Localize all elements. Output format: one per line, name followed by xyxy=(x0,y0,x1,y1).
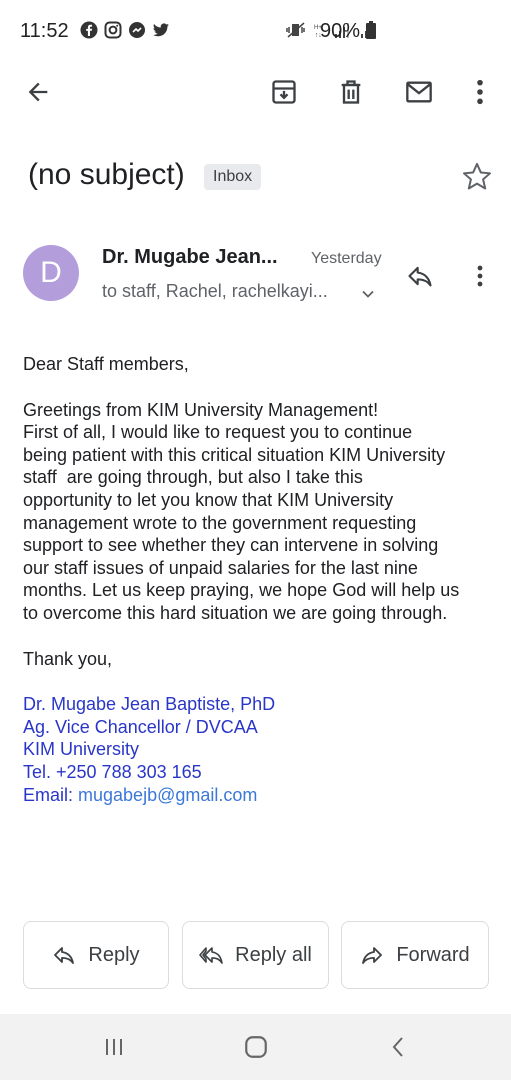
avatar[interactable]: D xyxy=(23,245,79,301)
more-vert-icon xyxy=(468,262,492,290)
forward-label: Forward xyxy=(396,943,470,966)
home-icon xyxy=(243,1034,269,1060)
facebook-icon xyxy=(80,21,98,39)
signature-name: Dr. Mugabe Jean Baptiste, PhD xyxy=(23,694,276,715)
body-line: to overcome this hard situation we are going through. xyxy=(23,602,448,623)
forward-icon xyxy=(360,943,384,967)
body-line: First of all, I would like to request you to continue xyxy=(23,422,413,443)
mute-vibrate-icon xyxy=(286,21,306,39)
home-button[interactable] xyxy=(241,1032,271,1062)
closing: Thank you, xyxy=(23,648,113,669)
trash-icon xyxy=(337,78,365,106)
reply-icon xyxy=(406,262,434,290)
battery-icon xyxy=(366,23,376,39)
body-line: support to see whether they can intervene in solving xyxy=(23,535,439,556)
system-navigation-bar xyxy=(0,1014,511,1080)
status-time: 11:52 xyxy=(20,20,69,42)
reply-label: Reply xyxy=(88,943,140,966)
signature-email-label: Email: xyxy=(23,784,79,805)
more-vert-icon xyxy=(466,78,494,106)
body-line: being patient with this critical situation KIM University xyxy=(23,444,446,465)
forward-button[interactable] xyxy=(341,921,489,989)
top-toolbar xyxy=(0,64,511,120)
more-options-button[interactable] xyxy=(460,72,500,112)
message-actions xyxy=(23,921,489,989)
recents-icon xyxy=(102,1035,126,1059)
reply-all-label: Reply all xyxy=(235,943,312,966)
notification-icons xyxy=(80,21,170,39)
messenger-icon xyxy=(128,21,146,39)
inbox-label-chip[interactable]: Inbox xyxy=(204,164,261,190)
mark-unread-button[interactable] xyxy=(399,72,439,112)
body-line: staff are going through, but also I take this xyxy=(23,467,363,488)
reply-icon xyxy=(52,943,76,967)
recents-button[interactable] xyxy=(99,1032,129,1062)
message-more-button[interactable] xyxy=(466,258,494,294)
signature-email-link[interactable]: mugabejb@gmail.com xyxy=(78,784,258,805)
instagram-icon xyxy=(104,21,122,39)
svg-text:↑↓: ↑↓ xyxy=(314,31,322,39)
archive-icon xyxy=(270,78,298,106)
delete-button[interactable] xyxy=(331,72,371,112)
battery-percent: 90% xyxy=(320,20,361,42)
body-line: Greetings from KIM University Management! xyxy=(23,399,379,420)
greeting: Dear Staff members, xyxy=(23,354,189,374)
email-body xyxy=(23,353,493,806)
email-subject: (no subject) xyxy=(28,158,185,191)
email-date: Yesterday xyxy=(311,250,382,267)
back-button[interactable] xyxy=(18,72,58,112)
chevron-left-icon xyxy=(387,1035,411,1059)
signature-org: KIM University xyxy=(23,739,140,760)
body-line: opportunity to let you know that KIM University xyxy=(23,489,394,510)
reply-all-icon xyxy=(199,943,223,967)
star-icon[interactable] xyxy=(460,160,494,194)
chevron-down-icon[interactable] xyxy=(358,284,378,304)
mail-icon xyxy=(405,78,433,106)
reply-all-button[interactable] xyxy=(182,921,329,989)
signature-title: Ag. Vice Chancellor / DVCAA xyxy=(23,716,258,737)
body-line: our staff issues of unpaid salaries for the last nine xyxy=(23,557,418,578)
twitter-icon xyxy=(152,21,170,39)
system-back-button[interactable] xyxy=(384,1032,414,1062)
svg-text:H+: H+ xyxy=(314,25,322,32)
arrow-left-icon xyxy=(24,78,52,106)
body-line: management wrote to the government requesting xyxy=(23,512,417,533)
signature-email-row xyxy=(23,784,493,807)
sender-name[interactable]: Dr. Mugabe Jean... xyxy=(102,246,278,268)
signature-tel[interactable]: Tel. +250 788 303 165 xyxy=(23,761,202,782)
recipients-list[interactable]: to staff, Rachel, rachelkayi... xyxy=(102,281,328,301)
reply-button[interactable] xyxy=(23,921,169,989)
archive-button[interactable] xyxy=(264,72,304,112)
status-bar xyxy=(0,0,511,64)
quick-reply-button[interactable] xyxy=(402,258,438,294)
body-line: months. Let us keep praying, we hope God will help us xyxy=(23,580,460,601)
